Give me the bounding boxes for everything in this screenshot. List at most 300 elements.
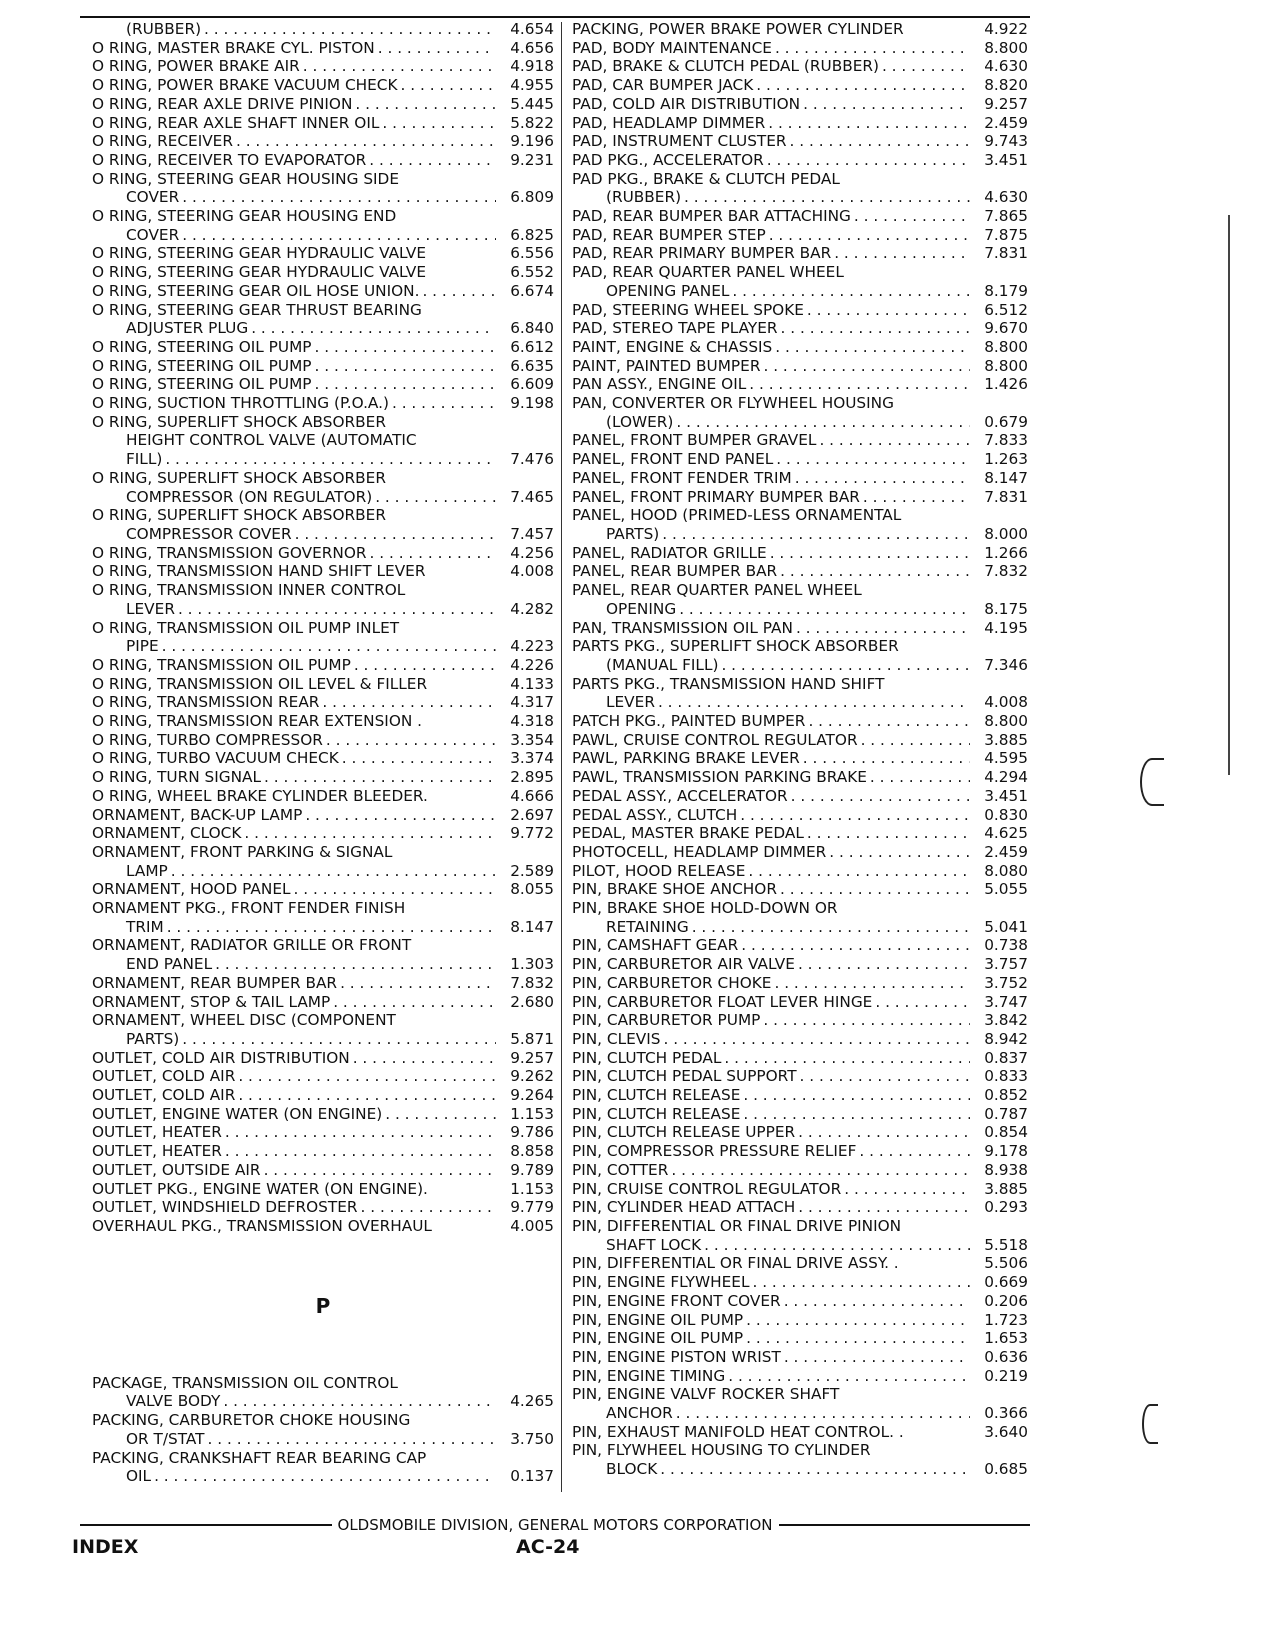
entry-line [92,413,554,432]
entry-section-number: 1.723 [984,1310,1028,1329]
dot-leader [701,1236,970,1255]
entry-description: PEDAL ASSY., CLUTCH [572,805,738,824]
entry-line [92,880,554,899]
index-entry [572,1329,1028,1348]
dot-leader [673,1404,970,1423]
entry-line [572,76,1028,95]
index-entry [572,843,1028,862]
dot-leader [351,656,496,675]
dot-leader [826,843,970,862]
entry-section-number: 2.680 [510,992,554,1011]
dot-leader [175,600,496,619]
entry-section-number: 7.832 [984,562,1028,581]
dot-leader [792,469,970,488]
dot-leader [872,993,970,1012]
entry-section-number: 4.630 [984,57,1028,76]
entry-section-number: 5.506 [984,1254,1028,1273]
dot-leader [858,731,970,750]
entry-description: O RING, POWER BRAKE AIR [92,57,300,76]
entry-continuation-line [92,1430,554,1449]
entry-section-number: 4.318 [510,712,554,731]
dot-leader [179,226,496,245]
entry-section-number: 4.656 [510,38,554,57]
entry-line [92,1142,554,1161]
entry-continuation-line [572,600,1028,619]
entry-line [572,843,1028,862]
index-entry [572,244,1028,263]
entry-section-number: 5.445 [510,94,554,113]
entry-description: O RING, STEERING OIL PUMP [92,356,312,375]
index-entry [572,712,1028,731]
dot-leader [743,1311,970,1330]
dot-leader [800,95,970,114]
index-entry [572,899,1028,936]
entry-line [572,544,1028,563]
entry-section-number: 3.885 [984,730,1028,749]
entry-line [92,1105,554,1124]
entry-section-number: 6.609 [510,375,554,394]
dot-leader [337,974,496,993]
entry-description: O RING, STEERING GEAR HYDRAULIC VALVE [92,263,427,282]
entry-continuation-line [572,1236,1028,1255]
entry-description: ORNAMENT, STOP & TAIL LAMP [92,992,331,1011]
entry-section-number: 4.317 [510,693,554,712]
dot-leader [212,955,496,974]
dot-leader [729,282,970,301]
entry-description: FILL) [126,450,163,469]
dot-leader [222,1123,496,1142]
index-entry [92,301,554,338]
dot-leader [831,244,970,263]
dot-leader [235,1086,496,1105]
entry-description: O RING, TRANSMISSION REAR EXTENSION . [92,712,423,731]
dot-leader [312,338,496,357]
entry-description: RETAINING [606,917,689,936]
entry-continuation-line [572,1404,1028,1423]
entry-description: PIN, ENGINE TIMING [572,1366,726,1385]
entry-description: PAN, TRANSMISSION OIL PAN [572,618,793,637]
dot-leader [772,338,970,357]
entry-description: END PANEL [126,955,213,974]
index-entry [92,1067,554,1086]
page-number: AC-24 [516,1536,580,1558]
index-column-left [92,20,554,1486]
entry-section-number: 0.738 [984,936,1028,955]
entry-section-number: 9.264 [510,1086,554,1105]
index-entry [92,170,554,207]
entry-section-number: 8.080 [984,861,1028,880]
entry-description: PAN ASSY., ENGINE OIL [572,375,747,394]
entry-section-number: 0.679 [984,412,1028,431]
entry-line [572,20,1028,39]
dot-leader [162,450,496,469]
entry-section-number: 0.366 [984,1404,1028,1423]
dot-leader [375,39,496,58]
entry-line [92,619,554,638]
entry-continuation-line [92,918,554,937]
entry-line [92,151,554,170]
dot-leader [235,1067,496,1086]
entry-section-number: 9.772 [510,824,554,843]
entry-description: OPENING PANEL [606,281,730,300]
entry-description: O RING, TRANSMISSION INNER CONTROL [92,581,406,600]
index-entry [572,749,1028,768]
dot-leader [681,188,970,207]
entry-description: ORNAMENT, CLOCK [92,824,242,843]
entry-description: O RING, REAR AXLE SHAFT INNER OIL [92,113,380,132]
index-entry [572,338,1028,357]
entry-section-number: 9.779 [510,1198,554,1217]
entry-continuation-line [92,525,554,544]
entry-line [572,338,1028,357]
dot-leader [358,1198,496,1217]
entry-line [572,824,1028,843]
index-entry [572,787,1028,806]
entry-section-number: 0.636 [984,1347,1028,1366]
index-entry [92,244,554,263]
index-entry [572,768,1028,787]
index-entry [92,1449,554,1486]
entry-section-number: 2.459 [984,842,1028,861]
entry-line [572,1011,1028,1030]
entry-section-number: 6.809 [510,188,554,207]
entry-description: LEVER [606,693,655,712]
entry-line [92,1180,554,1199]
entry-description: PIN, CRUISE CONTROL REGULATOR [572,1179,842,1198]
index-entry [572,450,1028,469]
entry-line [92,95,554,114]
entry-line [572,506,1028,525]
entry-description: PAD, REAR PRIMARY BUMPER BAR [572,244,832,263]
index-entry [572,57,1028,76]
entry-description: LEVER [126,599,175,618]
right-entry-list [572,20,1028,1479]
dot-leader [856,1142,970,1161]
entry-line [572,1217,1028,1236]
index-entry [92,1180,554,1199]
entry-line [572,469,1028,488]
index-entry [572,731,1028,750]
dot-leader [151,1467,496,1486]
entry-line [92,357,554,376]
index-entry [92,394,554,413]
entry-description: O RING, STEERING OIL PUMP [92,375,312,394]
dot-leader [660,1030,970,1049]
entry-line [92,974,554,993]
entry-description: OUTLET, HEATER [92,1142,222,1161]
entry-line [92,806,554,825]
entry-line [572,1123,1028,1142]
entry-description: PILOT, HOOD RELEASE [572,861,746,880]
entry-description: PIN, BRAKE SHOE HOLD-DOWN OR [572,899,838,918]
entry-description: PIN, ENGINE VALVF ROCKER SHAFT [572,1385,840,1404]
index-entry [92,1011,554,1048]
dot-leader [765,114,970,133]
entry-description: PEDAL ASSY., ACCELERATOR [572,786,788,805]
dot-leader [781,1348,970,1367]
entry-line [92,1449,554,1468]
index-entry [572,824,1028,843]
index-entry [572,619,1028,638]
entry-line [572,1161,1028,1180]
entry-description: PAD PKG., BRAKE & CLUTCH PEDAL [572,169,840,188]
index-entry [92,936,554,973]
entry-line [92,1411,554,1430]
index-entry [92,20,554,39]
entry-section-number: 9.257 [510,1048,554,1067]
entry-line [92,1067,554,1086]
entry-section-number: 4.595 [984,749,1028,768]
entry-line [92,693,554,712]
entry-description: PIN, COTTER [572,1160,669,1179]
entry-description: PIN, ENGINE FRONT COVER [572,1291,781,1310]
entry-line [572,57,1028,76]
dot-leader [781,1292,970,1311]
dot-leader [725,1367,970,1386]
entry-continuation-line [92,955,554,974]
dot-leader [205,1430,496,1449]
entry-line [572,39,1028,58]
dot-leader [367,544,496,563]
entry-continuation-line [92,488,554,507]
entry-description: PANEL, REAR QUARTER PANEL WHEEL [572,581,862,600]
index-entry [572,394,1028,431]
entry-description: O RING, TURBO VACUUM CHECK [92,749,339,768]
dot-leader [867,768,970,787]
entry-line [572,562,1028,581]
dot-leader [860,488,970,507]
entry-description: PANEL, FRONT PRIMARY BUMPER BAR [572,487,860,506]
entry-description: PIN, CLUTCH PEDAL SUPPORT [572,1067,797,1086]
entry-description: PACKING, CRANKSHAFT REAR BEARING CAP [92,1448,427,1467]
entry-description: OVERHAUL PKG., TRANSMISSION OVERHAUL [92,1217,432,1235]
dot-leader [673,413,970,432]
dot-leader [398,76,496,95]
entry-description: HEIGHT CONTROL VALVE (AUTOMATIC [126,431,417,450]
entry-section-number: 3.374 [510,749,554,768]
entry-section-number: 9.196 [510,132,554,151]
entry-description: PACKAGE, TRANSMISSION OIL CONTROL [92,1373,398,1392]
index-entry [572,95,1028,114]
entry-line [572,95,1028,114]
entry-line [92,20,554,39]
entry-description: PIN, FLYWHEEL HOUSING TO CYLINDER [572,1441,871,1460]
entry-section-number: 7.832 [510,973,554,992]
dot-leader [760,1011,970,1030]
entry-description: O RING, STEERING GEAR HYDRAULIC VALVE [92,244,427,263]
entry-description: PAD, STEERING WHEEL SPOKE [572,300,804,319]
index-entry [572,1049,1028,1068]
dot-leader [302,806,496,825]
entry-section-number: 4.008 [984,693,1028,712]
dot-leader [657,1460,970,1479]
index-entry [92,76,554,95]
entry-line [572,581,1028,600]
dot-leader [721,1049,970,1068]
entry-section-number: 4.008 [510,562,554,581]
entry-line [92,544,554,563]
dot-leader [777,880,970,899]
index-entry [92,263,554,282]
entry-line [92,76,554,95]
index-entry [572,469,1028,488]
entry-description: ADJUSTER PLUG [126,319,249,338]
entry-section-number: 0.854 [984,1123,1028,1142]
entry-description: PIN, ENGINE OIL PUMP [572,1329,744,1348]
scan-mark [1142,1404,1158,1444]
entry-section-number: 8.800 [984,356,1028,375]
entry-description: PEDAL, MASTER BRAKE PEDAL [572,824,804,843]
entry-description: O RING, STEERING GEAR OIL HOSE UNION. [92,281,420,300]
entry-description: OUTLET, ENGINE WATER (ON ENGINE) [92,1104,383,1123]
entry-section-number: 1.426 [984,375,1028,394]
entry-description: BLOCK [606,1460,658,1479]
entry-description: PIN, CARBURETOR PUMP [572,1011,761,1030]
entry-section-number: 8.858 [510,1142,554,1161]
entry-line [92,562,554,581]
index-entry [92,993,554,1012]
entry-description: PAINT, ENGINE & CHASSIS [572,337,773,356]
entry-section-number: 0.137 [510,1467,554,1486]
entry-section-number: 3.885 [984,1179,1028,1198]
entry-description: PIN, CLUTCH RELEASE [572,1086,741,1105]
entry-section-number: 8.800 [984,38,1028,57]
index-entry [92,1142,554,1161]
entry-section-number: 6.635 [510,356,554,375]
entry-section-number: 3.354 [510,730,554,749]
entry-section-number: 8.800 [984,712,1028,731]
entry-description: O RING, STEERING GEAR THRUST BEARING [92,300,422,319]
entry-section-number: 1.303 [510,955,554,974]
index-entry [92,1123,554,1142]
entry-description: O RING, TRANSMISSION HAND SHIFT LEVER [92,562,426,581]
entry-description: O RING, SUCTION THROTTLING (P.O.A.) [92,394,389,413]
index-entry [92,1086,554,1105]
entry-section-number: 4.922 [984,20,1028,38]
index-entry [92,39,554,58]
entry-description: TRIM [126,917,164,936]
dot-leader [738,936,970,955]
scan-edge-line [1228,215,1230,775]
entry-section-number: 1.153 [510,1179,554,1198]
entry-line [572,1311,1028,1330]
dot-leader [655,693,970,712]
entry-section-number: 6.825 [510,225,554,244]
dot-leader [352,95,496,114]
index-entry [572,806,1028,825]
entry-section-number: 4.133 [510,674,554,693]
entry-section-number: 9.789 [510,1160,554,1179]
entry-section-number: 4.918 [510,57,554,76]
index-entry [92,151,554,170]
entry-description: PAWL, TRANSMISSION PARKING BRAKE [572,768,867,787]
entry-section-number: 2.589 [510,861,554,880]
index-entry [572,114,1028,133]
entry-continuation-line [92,637,554,656]
entry-line [92,207,554,226]
index-entry [572,170,1028,207]
entry-line [572,862,1028,881]
entry-description: PIN, DIFFERENTIAL OR FINAL DRIVE ASSY. . [572,1254,899,1273]
entry-section-number: 9.262 [510,1067,554,1086]
entry-section-number: 9.743 [984,132,1028,151]
entry-section-number: 6.556 [510,244,554,263]
index-entry [572,1254,1028,1273]
entry-description: PIN, ENGINE PISTON WRIST [572,1347,781,1366]
entry-description: ORNAMENT, FRONT PARKING & SIGNAL [92,842,393,861]
entry-line [92,506,554,525]
entry-section-number: 6.512 [984,300,1028,319]
footer-publisher-line [80,1516,1030,1534]
index-entry [92,1105,554,1124]
dot-leader [233,132,496,151]
entry-section-number: 6.674 [510,281,554,300]
entry-section-number: 5.871 [510,1029,554,1048]
index-entry [92,1049,554,1068]
entry-section-number: 4.195 [984,618,1028,637]
entry-description: PACKING, POWER BRAKE POWER CYLINDER [572,20,904,38]
entry-line [92,1161,554,1180]
entry-line [572,1423,1028,1442]
index-entry [572,151,1028,170]
entry-description: ORNAMENT, RADIATOR GRILLE OR FRONT [92,936,412,955]
entry-section-number: 9.786 [510,1123,554,1142]
entry-section-number: 3.757 [984,955,1028,974]
entry-section-number: 5.518 [984,1235,1028,1254]
entry-description: PANEL, FRONT END PANEL [572,450,774,469]
entry-description: PAD PKG., ACCELERATOR [572,150,764,169]
index-entry [572,207,1028,226]
entry-description: PAWL, CRUISE CONTROL REGULATOR [572,730,858,749]
dot-leader [164,918,496,937]
entry-section-number: 4.666 [510,786,554,805]
entry-line [92,1123,554,1142]
index-entry [572,1161,1028,1180]
dot-leader [241,824,496,843]
entry-section-number: 8.938 [984,1160,1028,1179]
entry-description: PAD, COLD AIR DISTRIBUTION [572,94,801,113]
dot-leader [419,282,496,301]
entry-section-number: 8.147 [984,468,1028,487]
dot-leader [804,301,970,320]
entry-section-number: 7.465 [510,487,554,506]
entry-line [572,1030,1028,1049]
dot-leader [764,151,970,170]
dot-leader [795,1198,970,1217]
dot-leader [292,525,496,544]
entry-description: PANEL, HOOD (PRIMED-LESS ORNAMENTAL [572,506,902,525]
entry-description: ORNAMENT, BACK-UP LAMP [92,805,303,824]
entry-line [92,824,554,843]
entry-section-number: 5.822 [510,113,554,132]
entry-section-number: 9.231 [510,150,554,169]
entry-section-number: 4.654 [510,20,554,38]
index-entry [92,1411,554,1448]
entry-section-number: 3.747 [984,992,1028,1011]
entry-line [572,431,1028,450]
index-entry [92,880,554,899]
dot-leader [718,656,970,675]
entry-section-number: 1.153 [510,1104,554,1123]
p-entry-list [92,1374,554,1486]
entry-section-number: 3.451 [984,150,1028,169]
dot-leader [804,824,970,843]
entry-line [572,637,1028,656]
index-entry [572,936,1028,955]
index-entry [572,862,1028,881]
entry-continuation-line [92,226,554,245]
entry-section-number: 1.263 [984,450,1028,469]
